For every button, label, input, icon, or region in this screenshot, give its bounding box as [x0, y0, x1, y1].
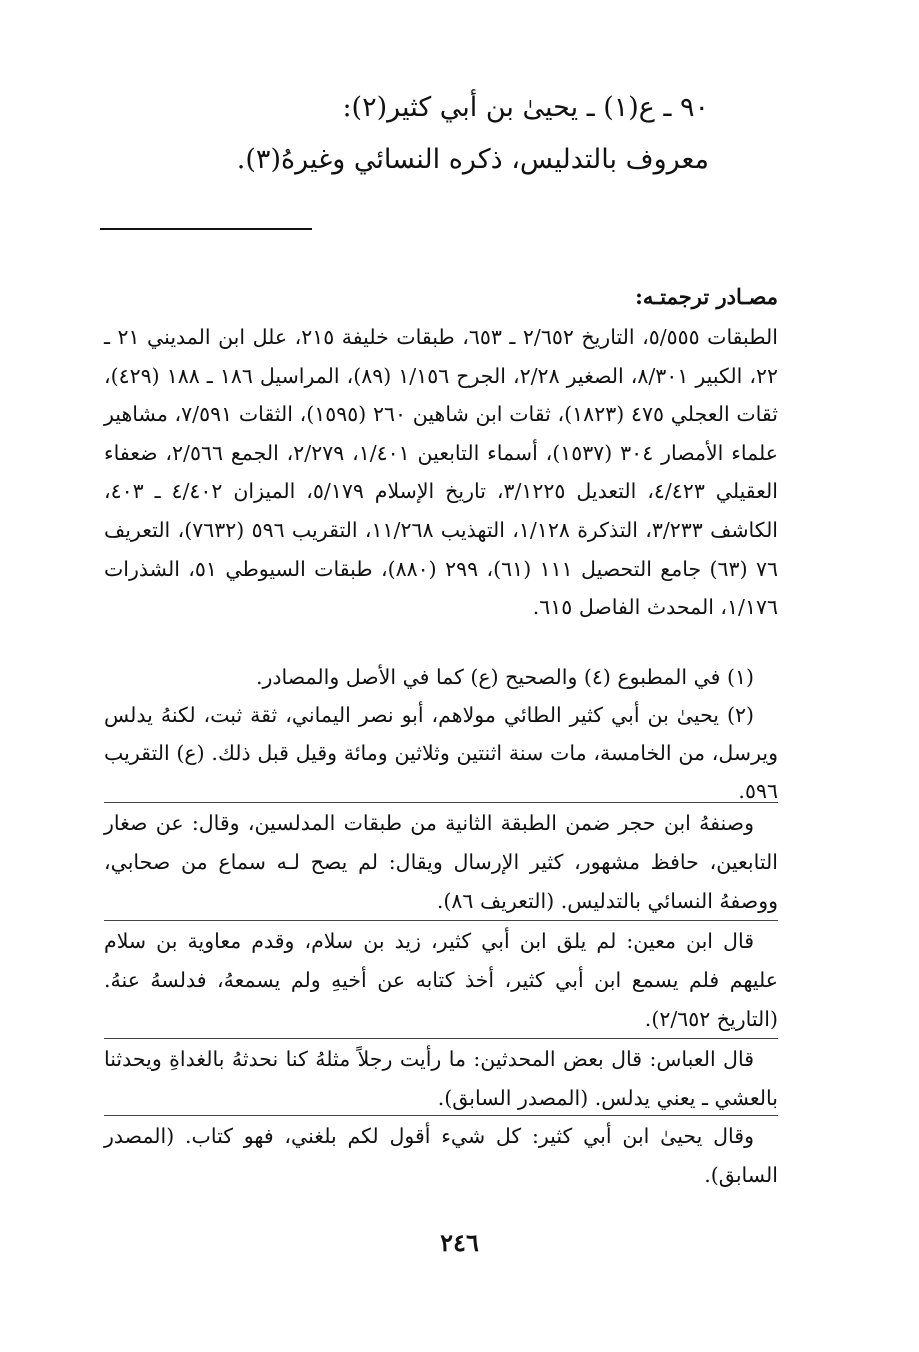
entry-title: ٩٠ ـ ع(١) ـ يحيىٰ بن أبي كثير(٢): [342, 92, 709, 123]
paragraph-divider [104, 920, 778, 921]
separator-rule [100, 228, 312, 230]
entry-heading [109, 82, 709, 186]
sources-text: الطبقات ٥/٥٥٥، التاريخ ٢/٦٥٢ ـ ٦٥٣، طبقات خليفة ٢١٥، علل ابن المديني ٢١ ـ ٢٢، الكبير ٨/٣٠١، الصغير ٢/٢٨، الجرح ١/١٥٦ (٨٩)، المراسيل ١٨٦ ـ ١٨٨ (٤٢٩)، ثقات العجلي ٤٧٥ (١٨٢٣)، ثقات ابن شاهين ٢٦٠ (١٥٩٥)، الثقات ٧/٥٩١، مشاهير علماء الأمصار ٣٠٤ (١٥٣٧)، أسماء التابعين ١/٤٠١، ٢/٢٧٩، الجمع ٢/٥٦٦، ضعفاء العقيلي ٤/٤٢٣، التعديل ٣/١٢٢٥، تاريخ الإسلام ٥/١٧٩، الميزان ٤/٤٠٢ ـ ٤٠٣، الكاشف ٣/٢٣٣، التذكرة ١/١٢٨، التهذيب ١١/٢٦٨، التقريب ٥٩٦ (٧٦٣٢)، التعريف ٧٦ (٦٣) جامع التحصيل ١١١ (٦١)، ٢٩٩ (٨٨٠)، طبقات السيوطي ٥١، الشذرات ١/١٧٦، المحدث الفاصل ٦١٥. [104, 325, 779, 620]
footnote-1: (١) في المطبوع (٤) والصحيح (ع) كما في الأصل والمصادر. [255, 665, 754, 689]
note-paragraph-4: وقال يحيىٰ ابن أبي كثير: كل شيء أقول لكم بلغني، فهو كتاب. (المصدر السابق). [104, 1124, 778, 1187]
sources-heading: مصـادر ترجمتـه: [635, 284, 778, 309]
paragraph-divider [104, 1038, 778, 1039]
note-paragraph-3: قال العباس: قال بعض المحدثين: ما رأيت رجلاً مثلهُ كنا نحدثهُ بالغداةِ ويحدثنا بالعشي ـ يعني يدلس. (المصدر السابق). [104, 1047, 778, 1110]
page-number: ٢٤٦ [440, 1228, 479, 1257]
paragraph-divider [104, 1115, 778, 1116]
entry-description: معروف بالتدليس، ذكره النسائي وغيرهُ(٣). [236, 144, 709, 175]
footnote-2: (٢) يحيىٰ بن أبي كثير الطائي مولاهم، أبو نصر اليماني، ثقة ثبت، لكنهُ يدلس ويرسل، من الخامسة، مات سنة اثنتين وثلاثين ومائة وقيل قبل ذلك. (ع) التقريب ٥٩٦. [104, 703, 778, 803]
paragraph-divider [104, 802, 778, 803]
note-paragraph-1: وصنفهُ ابن حجر ضمن الطبقة الثانية من طبقات المدلسين، وقال: عن صغار التابعين، حافظ مشهور، كثير الإرسال ويقال: لم يصح لـه سماع من صحابي، ووصفهُ النسائي بالتدليس. (التعريف ٨٦). [104, 811, 778, 913]
note-paragraph-2: قال ابن معين: لم يلق ابن أبي كثير، زيد بن سلام، وقدم معاوية بن سلام عليهم فلم يسمع ابن أبي كثير، أخذ كتابه عن أخيهِ ولم يسمعهُ، فدلسهُ عنهُ. (التاريخ ٢/٦٥٢). [104, 929, 778, 1031]
